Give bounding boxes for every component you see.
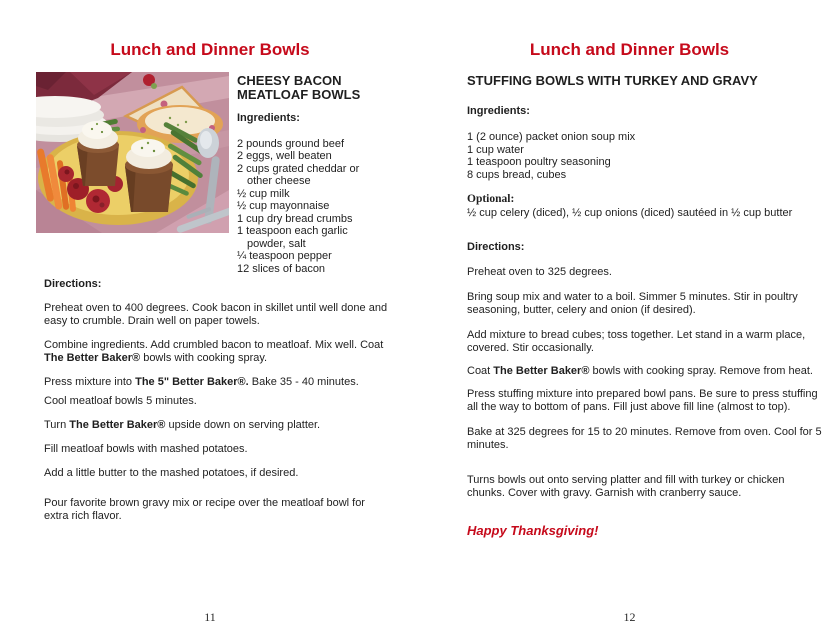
meatloaf-bowls-photo-illustration [36,72,229,233]
directions-heading: Directions: [467,241,525,253]
recipe-body-column [467,74,823,537]
direction-text: Coat [467,365,494,377]
direction-step [467,291,823,317]
ingredients-list [467,131,823,181]
direction-text: Press stuffing mixture into prepared bowl pans. Be sure to press stuffing all the way to bottom of pans. Fill just above fill line (almost to top). [467,388,818,413]
page-title-left: Lunch and Dinner Bowls [110,40,310,59]
direction-text: Bring soup mix and water to a boil. Simmer 5 minutes. Stir in poultry seasoning, butter, celery and onion (if desired). [467,291,798,316]
recipe-title-line2: MEATLOAF BOWLS [237,86,361,102]
ingredient-line: ½ cup milk [237,187,290,200]
recipe-header-column [237,74,407,275]
direction-text: Fill meatloaf bowls with mashed potatoes. [44,443,248,455]
directions-section [44,278,392,523]
brand-name-bold: The 5" Better Baker®. [135,376,249,388]
direction-text: Press mixture into [44,376,136,388]
recipe-title [237,74,407,101]
ingredient-line-continuation: powder, salt [247,237,306,250]
ingredient-line: 1 (2 ounce) packet onion soup mix [467,131,636,143]
direction-step [44,467,392,480]
direction-text: bowls with cooking spray. [140,352,268,364]
direction-text: upside down on serving platter. [165,419,321,431]
page-number-right: 12 [623,610,636,624]
directions-heading: Directions: [44,278,102,290]
page-number-left: 11 [204,610,216,624]
direction-step [467,329,823,355]
direction-step [467,474,823,500]
optional-ingredients: ½ cup celery (diced), ½ cup onions (diced) sautéed in ½ cup butter [467,207,793,219]
brand-name-bold: The Better Baker® [493,365,590,377]
ingredient-line: ¼ teaspoon pepper [237,250,332,262]
meatloaf-bowl-right [125,139,173,212]
meatloaf-bowls-photo [36,72,229,233]
direction-step [467,388,823,414]
happy-thanksgiving-note: Happy Thanksgiving! [467,523,599,538]
direction-text: Bake at 325 degrees for 15 to 20 minutes. Remove from oven. Cool for 5 minutes. [467,426,822,451]
radish-leaf [151,83,157,89]
ingredient-line: 1 cup water [467,143,524,156]
ingredient-line-continuation: other cheese [247,175,311,187]
ingredient-line: 1 teaspoon each garlic [237,225,348,237]
recipe-title: STUFFING BOWLS WITH TURKEY AND GRAVY [467,73,758,88]
ingredient-line: 8 cups bread, cubes [467,168,567,181]
direction-step [44,376,392,389]
direction-step [44,443,392,456]
ingredient-line: ½ cup mayonnaise [237,200,330,212]
direction-step [467,365,823,378]
page-right [420,0,839,644]
brand-name-bold: The Better Baker® [44,352,141,364]
page-title-right: Lunch and Dinner Bowls [529,40,730,59]
direction-text: Preheat oven to 400 degrees. Cook bacon in skillet until well done and easy to crumble. Drain well on paper towels. [44,302,388,327]
direction-text: Pour favorite brown gravy mix or recipe over the meatloaf bowl for extra rich flavor. [44,497,365,522]
ingredient-line: 2 pounds ground beef [237,137,345,150]
direction-step [44,497,392,523]
ingredient-line: 12 slices of bacon [237,262,326,275]
direction-text: Add mixture to bread cubes; toss together. Let stand in a warm place, covered. Stir occasionally. [467,329,806,354]
direction-text: Cool meatloaf bowls 5 minutes. [44,395,197,407]
direction-step [44,395,392,408]
direction-step [44,339,392,365]
direction-text: Combine ingredients. Add crumbled bacon to meatloaf. Mix well. Coat [44,339,384,351]
brand-name-bold: The Better Baker® [69,419,166,431]
direction-text: Turns bowls out onto serving platter and fill with turkey or chicken chunks. Cover with gravy. Garnish with cranberry sauce. [467,474,785,499]
direction-text: Bake 35 - 40 minutes. [248,376,359,388]
ingredient-line: 1 cup dry bread crumbs [237,212,353,225]
direction-text: Preheat oven to 325 degrees. [467,266,612,278]
direction-step [467,266,823,279]
optional-heading: Optional: [467,193,515,205]
direction-step [44,419,392,432]
ingredients-heading: Ingredients: [467,105,530,117]
recipe-title-line1: CHEESY BACON [237,73,342,88]
ingredient-line: 2 eggs, well beaten [237,150,332,162]
direction-step [467,426,823,452]
direction-step [44,302,392,328]
direction-text: Turn [44,419,70,431]
direction-text: Add a little butter to the mashed potatoes, if desired. [44,467,299,479]
direction-text: bowls with cooking spray. Remove from heat. [589,365,813,377]
meatloaf-bowl-left [77,121,119,186]
ingredient-line: 1 teaspoon poultry seasoning [467,156,611,168]
ingredients-list [237,138,407,276]
ingredients-heading: Ingredients: [237,112,300,124]
ingredient-line: 2 cups grated cheddar or [237,162,360,175]
